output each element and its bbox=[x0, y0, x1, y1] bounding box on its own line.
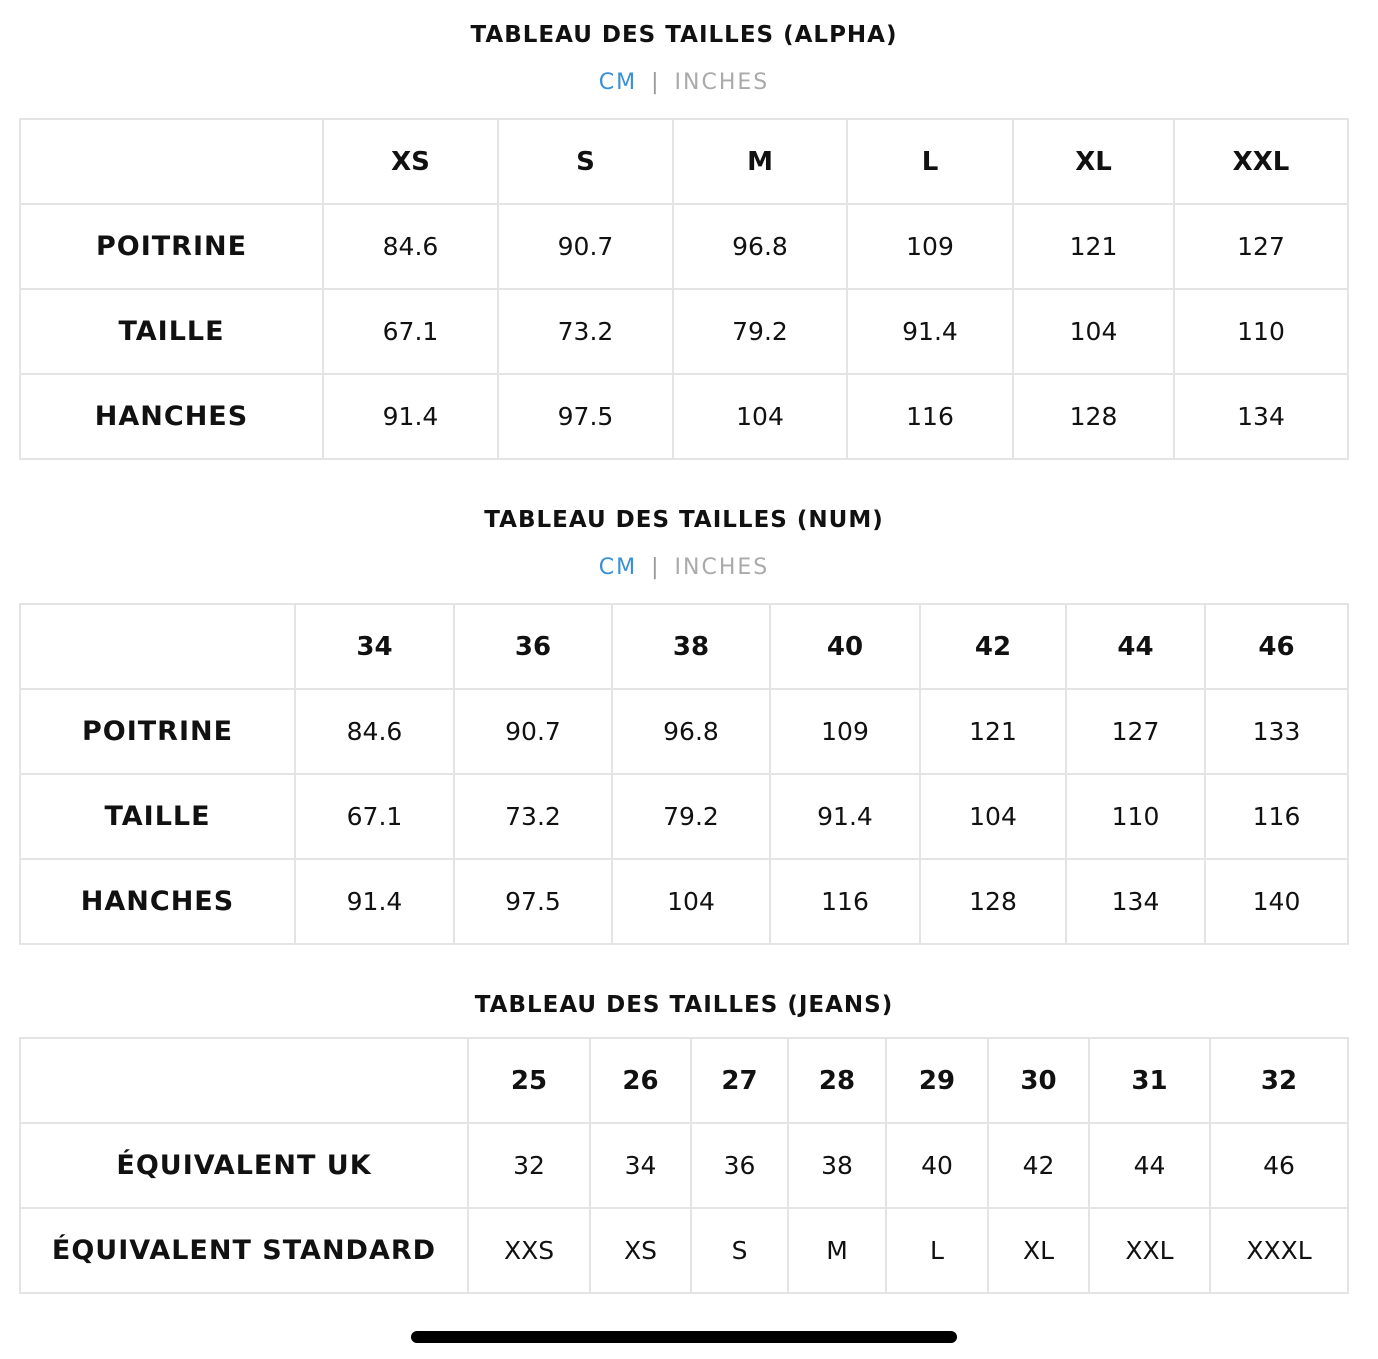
table-cell: 109 bbox=[847, 204, 1013, 289]
table-cell: 73.2 bbox=[498, 289, 673, 374]
corner-cell bbox=[20, 1038, 468, 1123]
table-cell: 42 bbox=[988, 1123, 1089, 1208]
table-cell: 97.5 bbox=[498, 374, 673, 459]
table-cell: 104 bbox=[612, 859, 770, 944]
size-header: XL bbox=[1013, 119, 1174, 204]
num-table-title: TABLEAU DES TAILLES (NUM) bbox=[484, 507, 884, 533]
size-header: 28 bbox=[788, 1038, 886, 1123]
table-cell: 121 bbox=[920, 689, 1066, 774]
table-cell: 127 bbox=[1174, 204, 1348, 289]
table-cell: 91.4 bbox=[847, 289, 1013, 374]
size-header: M bbox=[673, 119, 847, 204]
size-header: 26 bbox=[590, 1038, 691, 1123]
jeans-table-title: TABLEAU DES TAILLES (JEANS) bbox=[474, 992, 894, 1018]
size-header: L bbox=[847, 119, 1013, 204]
size-header: 31 bbox=[1089, 1038, 1210, 1123]
num-unit-toggle bbox=[0, 555, 1368, 580]
table-cell: 91.4 bbox=[323, 374, 498, 459]
alpha-size-table bbox=[19, 118, 1349, 460]
table-cell: 110 bbox=[1066, 774, 1205, 859]
row-label: ÉQUIVALENT STANDARD bbox=[20, 1208, 468, 1293]
table-header-row bbox=[20, 1038, 1348, 1123]
size-header: 32 bbox=[1210, 1038, 1348, 1123]
table-cell: 90.7 bbox=[454, 689, 612, 774]
table-cell: 96.8 bbox=[612, 689, 770, 774]
table-cell: 73.2 bbox=[454, 774, 612, 859]
size-header: 42 bbox=[920, 604, 1066, 689]
size-header: XXL bbox=[1174, 119, 1348, 204]
table-cell: 109 bbox=[770, 689, 920, 774]
row-label: POITRINE bbox=[20, 689, 295, 774]
table-cell: 32 bbox=[468, 1123, 590, 1208]
table-cell: XXXL bbox=[1210, 1208, 1348, 1293]
table-cell: 116 bbox=[847, 374, 1013, 459]
table-cell: 79.2 bbox=[673, 289, 847, 374]
row-label: ÉQUIVALENT UK bbox=[20, 1123, 468, 1208]
table-row bbox=[20, 1208, 1348, 1293]
home-indicator[interactable] bbox=[411, 1331, 957, 1343]
table-cell: 140 bbox=[1205, 859, 1348, 944]
table-cell: 134 bbox=[1066, 859, 1205, 944]
unit-separator: | bbox=[651, 555, 661, 580]
table-cell: XS bbox=[590, 1208, 691, 1293]
table-cell: 90.7 bbox=[498, 204, 673, 289]
size-header: 36 bbox=[454, 604, 612, 689]
table-cell: 97.5 bbox=[454, 859, 612, 944]
corner-cell bbox=[20, 119, 323, 204]
table-row bbox=[20, 774, 1348, 859]
size-header: 38 bbox=[612, 604, 770, 689]
table-cell: 44 bbox=[1089, 1123, 1210, 1208]
table-cell: 121 bbox=[1013, 204, 1174, 289]
table-cell: 104 bbox=[673, 374, 847, 459]
table-cell: 67.1 bbox=[323, 289, 498, 374]
alpha-table-title: TABLEAU DES TAILLES (ALPHA) bbox=[470, 22, 898, 48]
table-cell: 134 bbox=[1174, 374, 1348, 459]
table-row bbox=[20, 1123, 1348, 1208]
row-label: TAILLE bbox=[20, 289, 323, 374]
inches-toggle[interactable]: INCHES bbox=[674, 555, 770, 580]
alpha-unit-toggle bbox=[0, 70, 1368, 95]
table-cell: XXS bbox=[468, 1208, 590, 1293]
row-label: TAILLE bbox=[20, 774, 295, 859]
size-header: 34 bbox=[295, 604, 454, 689]
jeans-size-table bbox=[19, 1037, 1349, 1294]
table-cell: 91.4 bbox=[770, 774, 920, 859]
table-header-row bbox=[20, 604, 1348, 689]
size-header: S bbox=[498, 119, 673, 204]
table-cell: XL bbox=[988, 1208, 1089, 1293]
size-header: 30 bbox=[988, 1038, 1089, 1123]
table-cell: 104 bbox=[1013, 289, 1174, 374]
table-cell: 40 bbox=[886, 1123, 988, 1208]
unit-separator: | bbox=[651, 70, 661, 95]
size-header: 27 bbox=[691, 1038, 788, 1123]
row-label: POITRINE bbox=[20, 204, 323, 289]
table-row bbox=[20, 289, 1348, 374]
table-header-row bbox=[20, 119, 1348, 204]
table-cell: 128 bbox=[920, 859, 1066, 944]
size-header: 46 bbox=[1205, 604, 1348, 689]
table-cell: 38 bbox=[788, 1123, 886, 1208]
table-cell: L bbox=[886, 1208, 988, 1293]
table-cell: M bbox=[788, 1208, 886, 1293]
table-cell: 133 bbox=[1205, 689, 1348, 774]
size-header: 40 bbox=[770, 604, 920, 689]
size-header: XS bbox=[323, 119, 498, 204]
cm-toggle[interactable]: CM bbox=[598, 70, 638, 95]
inches-toggle[interactable]: INCHES bbox=[674, 70, 770, 95]
table-cell: 104 bbox=[920, 774, 1066, 859]
table-cell: 91.4 bbox=[295, 859, 454, 944]
table-cell: 36 bbox=[691, 1123, 788, 1208]
table-cell: 128 bbox=[1013, 374, 1174, 459]
table-row bbox=[20, 374, 1348, 459]
table-cell: XXL bbox=[1089, 1208, 1210, 1293]
size-header: 44 bbox=[1066, 604, 1205, 689]
table-cell: 116 bbox=[770, 859, 920, 944]
size-header: 29 bbox=[886, 1038, 988, 1123]
table-cell: 84.6 bbox=[295, 689, 454, 774]
cm-toggle[interactable]: CM bbox=[598, 555, 638, 580]
num-size-table bbox=[19, 603, 1349, 945]
table-row bbox=[20, 689, 1348, 774]
table-row bbox=[20, 859, 1348, 944]
size-header: 25 bbox=[468, 1038, 590, 1123]
table-cell: 84.6 bbox=[323, 204, 498, 289]
table-cell: 46 bbox=[1210, 1123, 1348, 1208]
corner-cell bbox=[20, 604, 295, 689]
table-cell: 116 bbox=[1205, 774, 1348, 859]
table-cell: 110 bbox=[1174, 289, 1348, 374]
row-label: HANCHES bbox=[20, 859, 295, 944]
table-cell: 34 bbox=[590, 1123, 691, 1208]
table-cell: S bbox=[691, 1208, 788, 1293]
table-cell: 127 bbox=[1066, 689, 1205, 774]
table-cell: 67.1 bbox=[295, 774, 454, 859]
row-label: HANCHES bbox=[20, 374, 323, 459]
table-row bbox=[20, 204, 1348, 289]
table-cell: 79.2 bbox=[612, 774, 770, 859]
table-cell: 96.8 bbox=[673, 204, 847, 289]
